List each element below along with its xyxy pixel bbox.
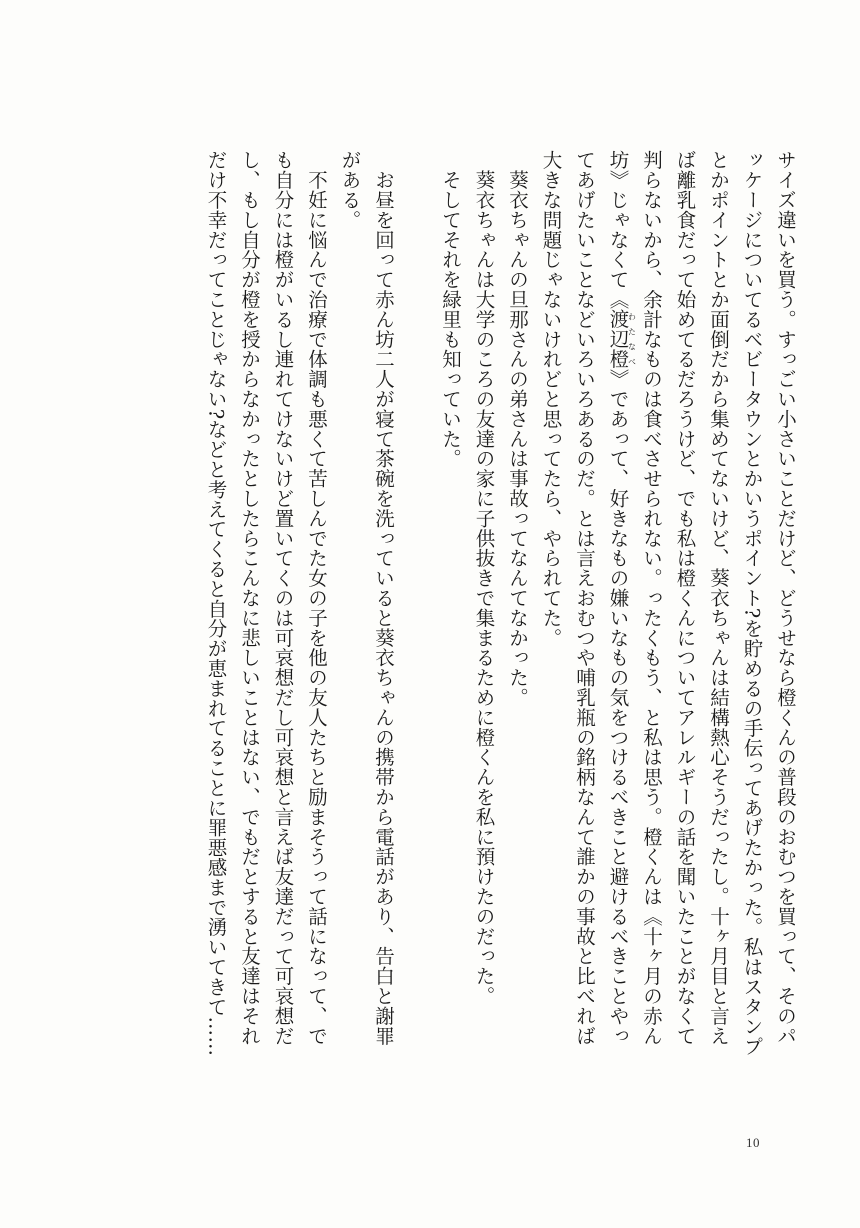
paragraph: そしてそれを緑里も知っていた。	[439, 150, 462, 469]
paragraph: 不妊に悩んで治療で体調も悪くて苦しんでた女の子を他の友人たちと励まそうって話になって、でも自分には橙がいるし連れてけないけど置いてくのは可哀想だし可哀想と言えば友達だって可哀想だし、もし自分が橙を授からなかったとしたらこんなに悲しいことはない、でもだとすると友達はそれだけ不幸だってことじゃない?などと考えてくると自分が恵まれてることに罪悪感まで湧いてきて……	[204, 150, 328, 1057]
paragraph: 葵衣ちゃんの旦那さんの弟さんは事故ってなんてなかった。	[506, 150, 529, 708]
paragraph-text: 》であって、好きなもの嫌いなもの気をつけるべきこと避けるべきことやってあげたいことなどいろいろあるのだ。とは言えおむつや哺乳瓶の銘柄なんて誰かの事故と比べれば大きな問題じゃないけれどと思ってたら、やられてた。	[539, 150, 630, 1046]
page-number: 10	[746, 1135, 760, 1150]
ruby-reading: わたなべ	[627, 309, 637, 369]
paragraph: 葵衣ちゃんは大学のころの友達の家に子供抜きで集まるために橙くんを私に預けたのだった。	[472, 150, 496, 1006]
ruby-base: 渡辺橙	[606, 309, 630, 369]
page-body	[199, 150, 802, 1060]
paragraph-text: サイズ違いを買う。すっごい小さいことだけど、どうせなら橙くんの普段のおむつを買って、そのパッケージについてるベビータウンとかいうポイント?を貯めるの手伝ってあげたかった。私はスタンプとかポイントとか面倒だから集めてないけど、葵衣ちゃんは結構熱心そうだったし。十ヶ月目と言えば離乳食だって始めてるだろうけど、でも私は橙くんについてアレルギーの話を聞いたことがなくて判らないから、余計なものは食べさせられない。ったくもう、と私は思う。橙くんは《十ヶ月の赤ん坊》じゃなくて《	[606, 150, 797, 1057]
ruby-name	[606, 309, 637, 369]
blank-line	[400, 150, 434, 1060]
paragraph	[534, 150, 802, 1060]
paragraph: お昼を回って赤ん坊二人が寝て茶碗を洗っていると葵衣ちゃんの携帯から電話があり、告白と謝罪がある。	[338, 150, 395, 1046]
